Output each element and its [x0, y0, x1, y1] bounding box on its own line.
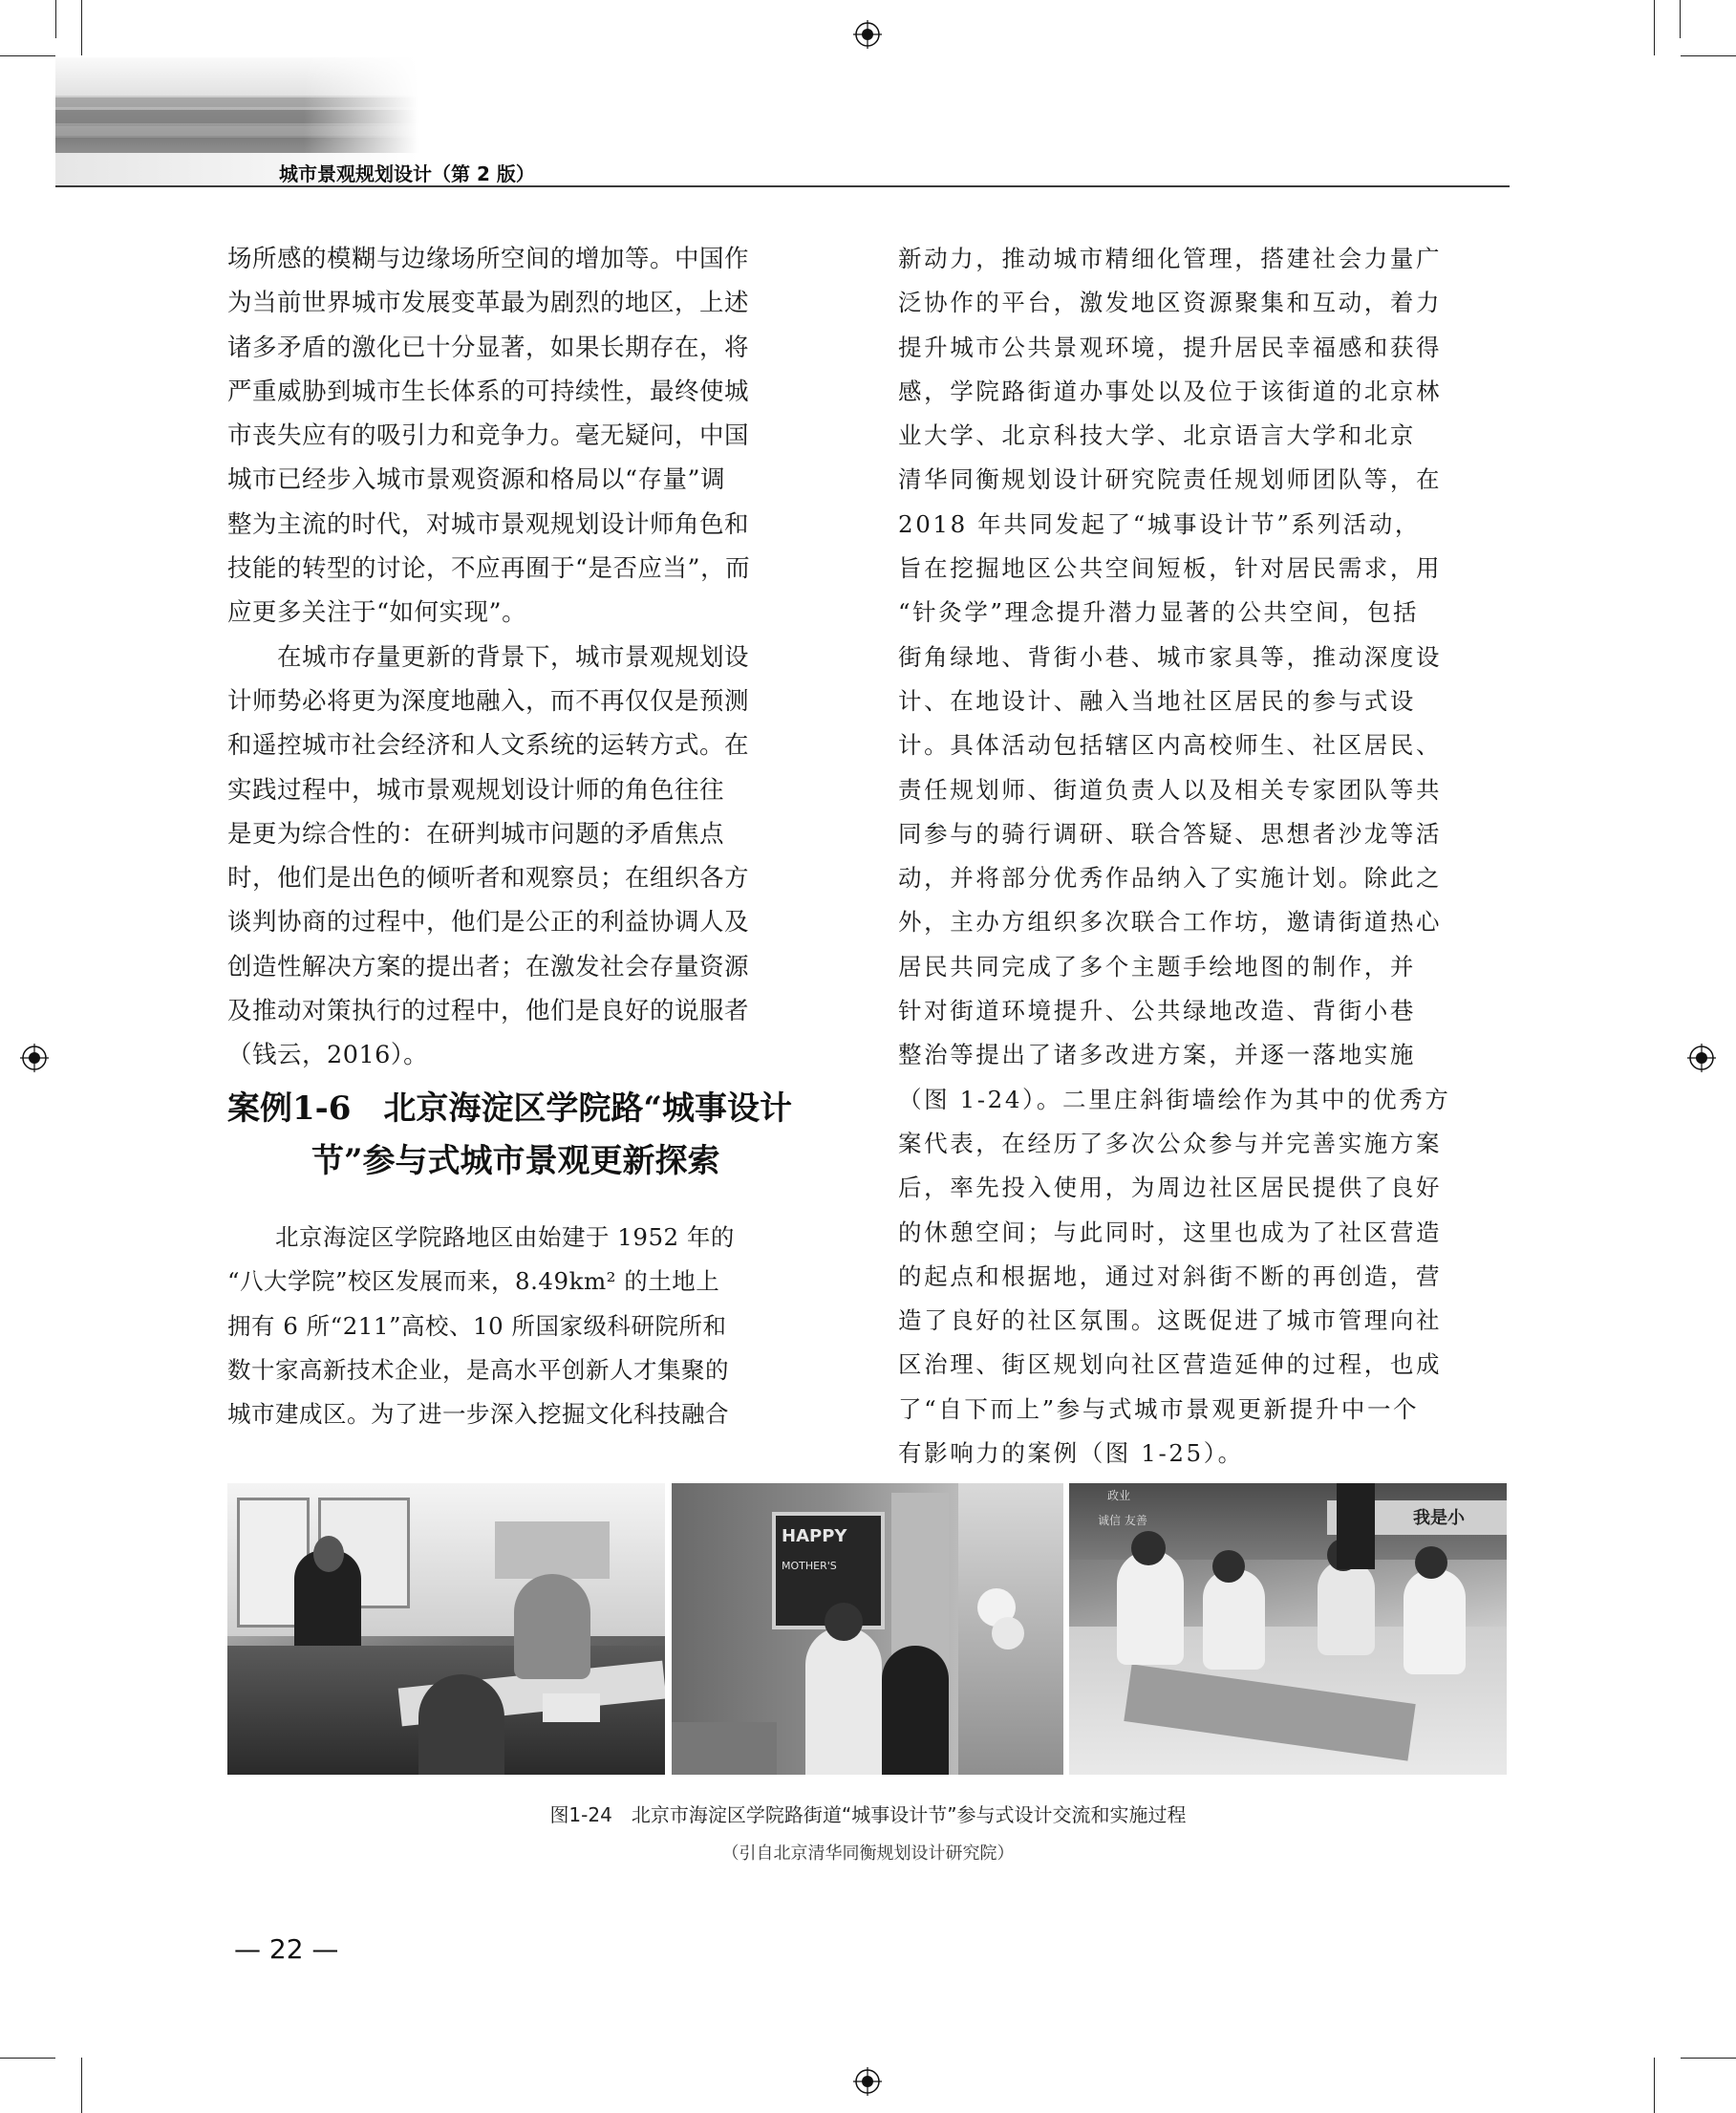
- text-line: 居民共同完成了多个主题手绘地图的制作，并: [898, 952, 1416, 981]
- text-line: 2018 年共同发起了“城事设计节”系列活动，: [898, 509, 1421, 538]
- text-line: 同参与的骑行调研、联合答疑、思想者沙龙等活: [898, 819, 1443, 848]
- text-line: 新动力，推动城市精细化管理，搭建社会力量广: [898, 245, 1443, 272]
- text-line: 有影响力的案例（图 1-25）。: [898, 1439, 1244, 1468]
- text-line: （图 1-24）。二里庄斜街墙绘作为其中的优秀方: [898, 1085, 1451, 1113]
- text-line: 针对街道环境提升、公共绿地改造、背街小巷: [898, 997, 1416, 1025]
- text-line: 计。具体活动包括辖区内高校师生、社区居民、: [898, 731, 1443, 760]
- crop-mark: [0, 55, 55, 56]
- crop-mark: [1681, 55, 1736, 56]
- text-line: 创造性解决方案的提出者；在激发社会存量资源: [227, 952, 750, 981]
- text-line: 谈判协商的过程中，他们是公正的利益协调人及: [227, 908, 750, 938]
- text-line: 数十家高新技术企业，是高水平创新人才集聚的: [227, 1355, 729, 1384]
- header-rule: [55, 185, 1510, 187]
- text-line: 城市已经步入城市景观资源和格局以“存量”调: [227, 465, 726, 495]
- header-cityscape-image: [55, 57, 418, 153]
- text-line: 感，学院路街道办事处以及位于该街道的北京林: [898, 377, 1443, 405]
- text-line: 技能的转型的讨论，不应再囿于“是否应当”，而: [227, 554, 751, 584]
- banner-text: 诚信 友善: [1098, 1514, 1147, 1527]
- crop-mark: [1654, 2058, 1655, 2113]
- text-line: 严重威胁到城市生长体系的可持续性，最终使城: [227, 377, 750, 406]
- crop-mark: [1681, 2058, 1736, 2059]
- figure-photo-meeting-hall: [227, 1483, 665, 1775]
- text-line: 场所感的模糊与边缘场所空间的增加等。中国作: [227, 245, 750, 273]
- text-line: 和遥控城市社会经济和人文系统的运转方式。在: [227, 731, 750, 761]
- text-line: 整为主流的时代，对城市景观规划设计师角色和: [227, 509, 750, 539]
- right-text-column: [898, 237, 1506, 1476]
- text-line: 后，率先投入使用，为周边社区居民提供了良好: [898, 1174, 1443, 1202]
- case-heading-line-1: 案例1-6 北京海淀区学院路“城事设计: [227, 1089, 792, 1128]
- text-line: 及推动对策执行的过程中，他们是良好的说服者: [227, 997, 750, 1026]
- text-line: 是更为综合性的：在研判城市问题的矛盾焦点: [227, 819, 725, 849]
- registration-mark-icon: [20, 1044, 49, 1072]
- text-line: 清华同衡规划设计研究院责任规划师团队等，在: [898, 465, 1443, 494]
- chalkboard-text: MOTHER'S: [782, 1560, 837, 1572]
- text-line: 的起点和根据地，通过对斜街不断的再创造，营: [898, 1261, 1443, 1290]
- crop-mark: [1654, 0, 1655, 55]
- text-line: 旨在挖掘地区公共空间短板，针对居民需求，用: [898, 554, 1443, 583]
- text-line: 计、在地设计、融入当地社区居民的参与式设: [898, 686, 1416, 715]
- text-line: （钱云，2016）。: [227, 1041, 429, 1070]
- running-header-title: 城市景观规划设计（第 2 版）: [279, 162, 535, 185]
- text-line: 为当前世界城市发展变革最为剧烈的地区，上述: [227, 289, 750, 318]
- banner-text: 政业: [1107, 1489, 1131, 1502]
- figure-source: （引自北京清华同衡规划设计研究院）: [721, 1843, 1015, 1864]
- text-line: 街角绿地、背街小巷、城市家具等，推动深度设: [898, 642, 1443, 671]
- text-line: 北京海淀区学院路地区由始建于 1952 年的: [227, 1223, 735, 1251]
- case-paragraph: [227, 1216, 839, 1436]
- registration-mark-icon: [853, 20, 882, 49]
- text-line: 城市建成区。为了进一步深入挖掘文化科技融合: [227, 1400, 729, 1429]
- text-line: 业大学、北京科技大学、北京语言大学和北京: [898, 421, 1416, 450]
- figure-photo-children-map-drawing: [1069, 1483, 1507, 1775]
- text-line: 的休憩空间；与此同时，这里也成为了社区营造: [898, 1218, 1443, 1246]
- text-line: 在城市存量更新的背景下，城市景观规划设: [227, 642, 750, 672]
- text-line: 了“自下而上”参与式城市景观更新提升中一个: [898, 1394, 1420, 1423]
- text-line: “针灸学”理念提升潜力显著的公共空间，包括: [898, 598, 1420, 627]
- text-line: 诸多矛盾的激化已十分显著，如果长期存在，将: [227, 333, 750, 362]
- text-line: 应更多关注于“如何实现”。: [227, 598, 527, 628]
- text-line: 责任规划师、街道负责人以及相关专家团队等共: [898, 775, 1443, 804]
- text-line: 市丧失应有的吸引力和竞争力。毫无疑问，中国: [227, 421, 750, 451]
- text-line: 区治理、街区规划向社区营造延伸的过程，也成: [898, 1350, 1443, 1379]
- case-heading-line-2: 节”参与式城市景观更新探索: [311, 1142, 720, 1180]
- text-line: 整治等提出了诸多改进方案，并逐一落地实施: [898, 1041, 1416, 1069]
- text-line: 提升城市公共景观环境，提升居民幸福感和获得: [898, 333, 1443, 361]
- chalkboard-text: HAPPY: [782, 1526, 847, 1546]
- crop-mark: [55, 0, 56, 38]
- crop-mark: [1680, 0, 1681, 38]
- crop-mark: [81, 2058, 82, 2113]
- text-line: 造了良好的社区氛围。这既促进了城市管理向社: [898, 1306, 1443, 1335]
- banner-text: 我是小: [1413, 1508, 1465, 1528]
- text-line: “八大学院”校区发展而来，8.49km² 的土地上: [227, 1267, 720, 1296]
- page-number: — 22 —: [234, 1933, 339, 1965]
- crop-mark: [0, 2058, 55, 2059]
- text-line: 动，并将部分优秀作品纳入了实施计划。除此之: [898, 864, 1443, 893]
- crop-mark: [81, 0, 82, 55]
- left-text-column: [227, 237, 839, 1078]
- text-line: 拥有 6 所“211”高校、10 所国家级科研院所和: [227, 1311, 727, 1340]
- text-line: 外，主办方组织多次联合工作坊，邀请街道热心: [898, 908, 1443, 937]
- registration-mark-icon: [1687, 1044, 1716, 1072]
- figure-photo-chalkboard-mural: [672, 1483, 1063, 1775]
- text-line: 计师势必将更为深度地融入，而不再仅仅是预测: [227, 686, 750, 716]
- text-line: 时，他们是出色的倾听者和观察员；在组织各方: [227, 864, 750, 894]
- text-line: 案代表，在经历了多次公众参与并完善实施方案: [898, 1129, 1443, 1157]
- text-line: 泛协作的平台，激发地区资源聚集和互动，着力: [898, 289, 1443, 317]
- text-line: 实践过程中，城市景观规划设计师的角色往往: [227, 775, 725, 805]
- registration-mark-icon: [853, 2067, 882, 2096]
- figure-caption: 图1-24 北京市海淀区学院路街道“城事设计节”参与式设计交流和实施过程: [549, 1803, 1187, 1826]
